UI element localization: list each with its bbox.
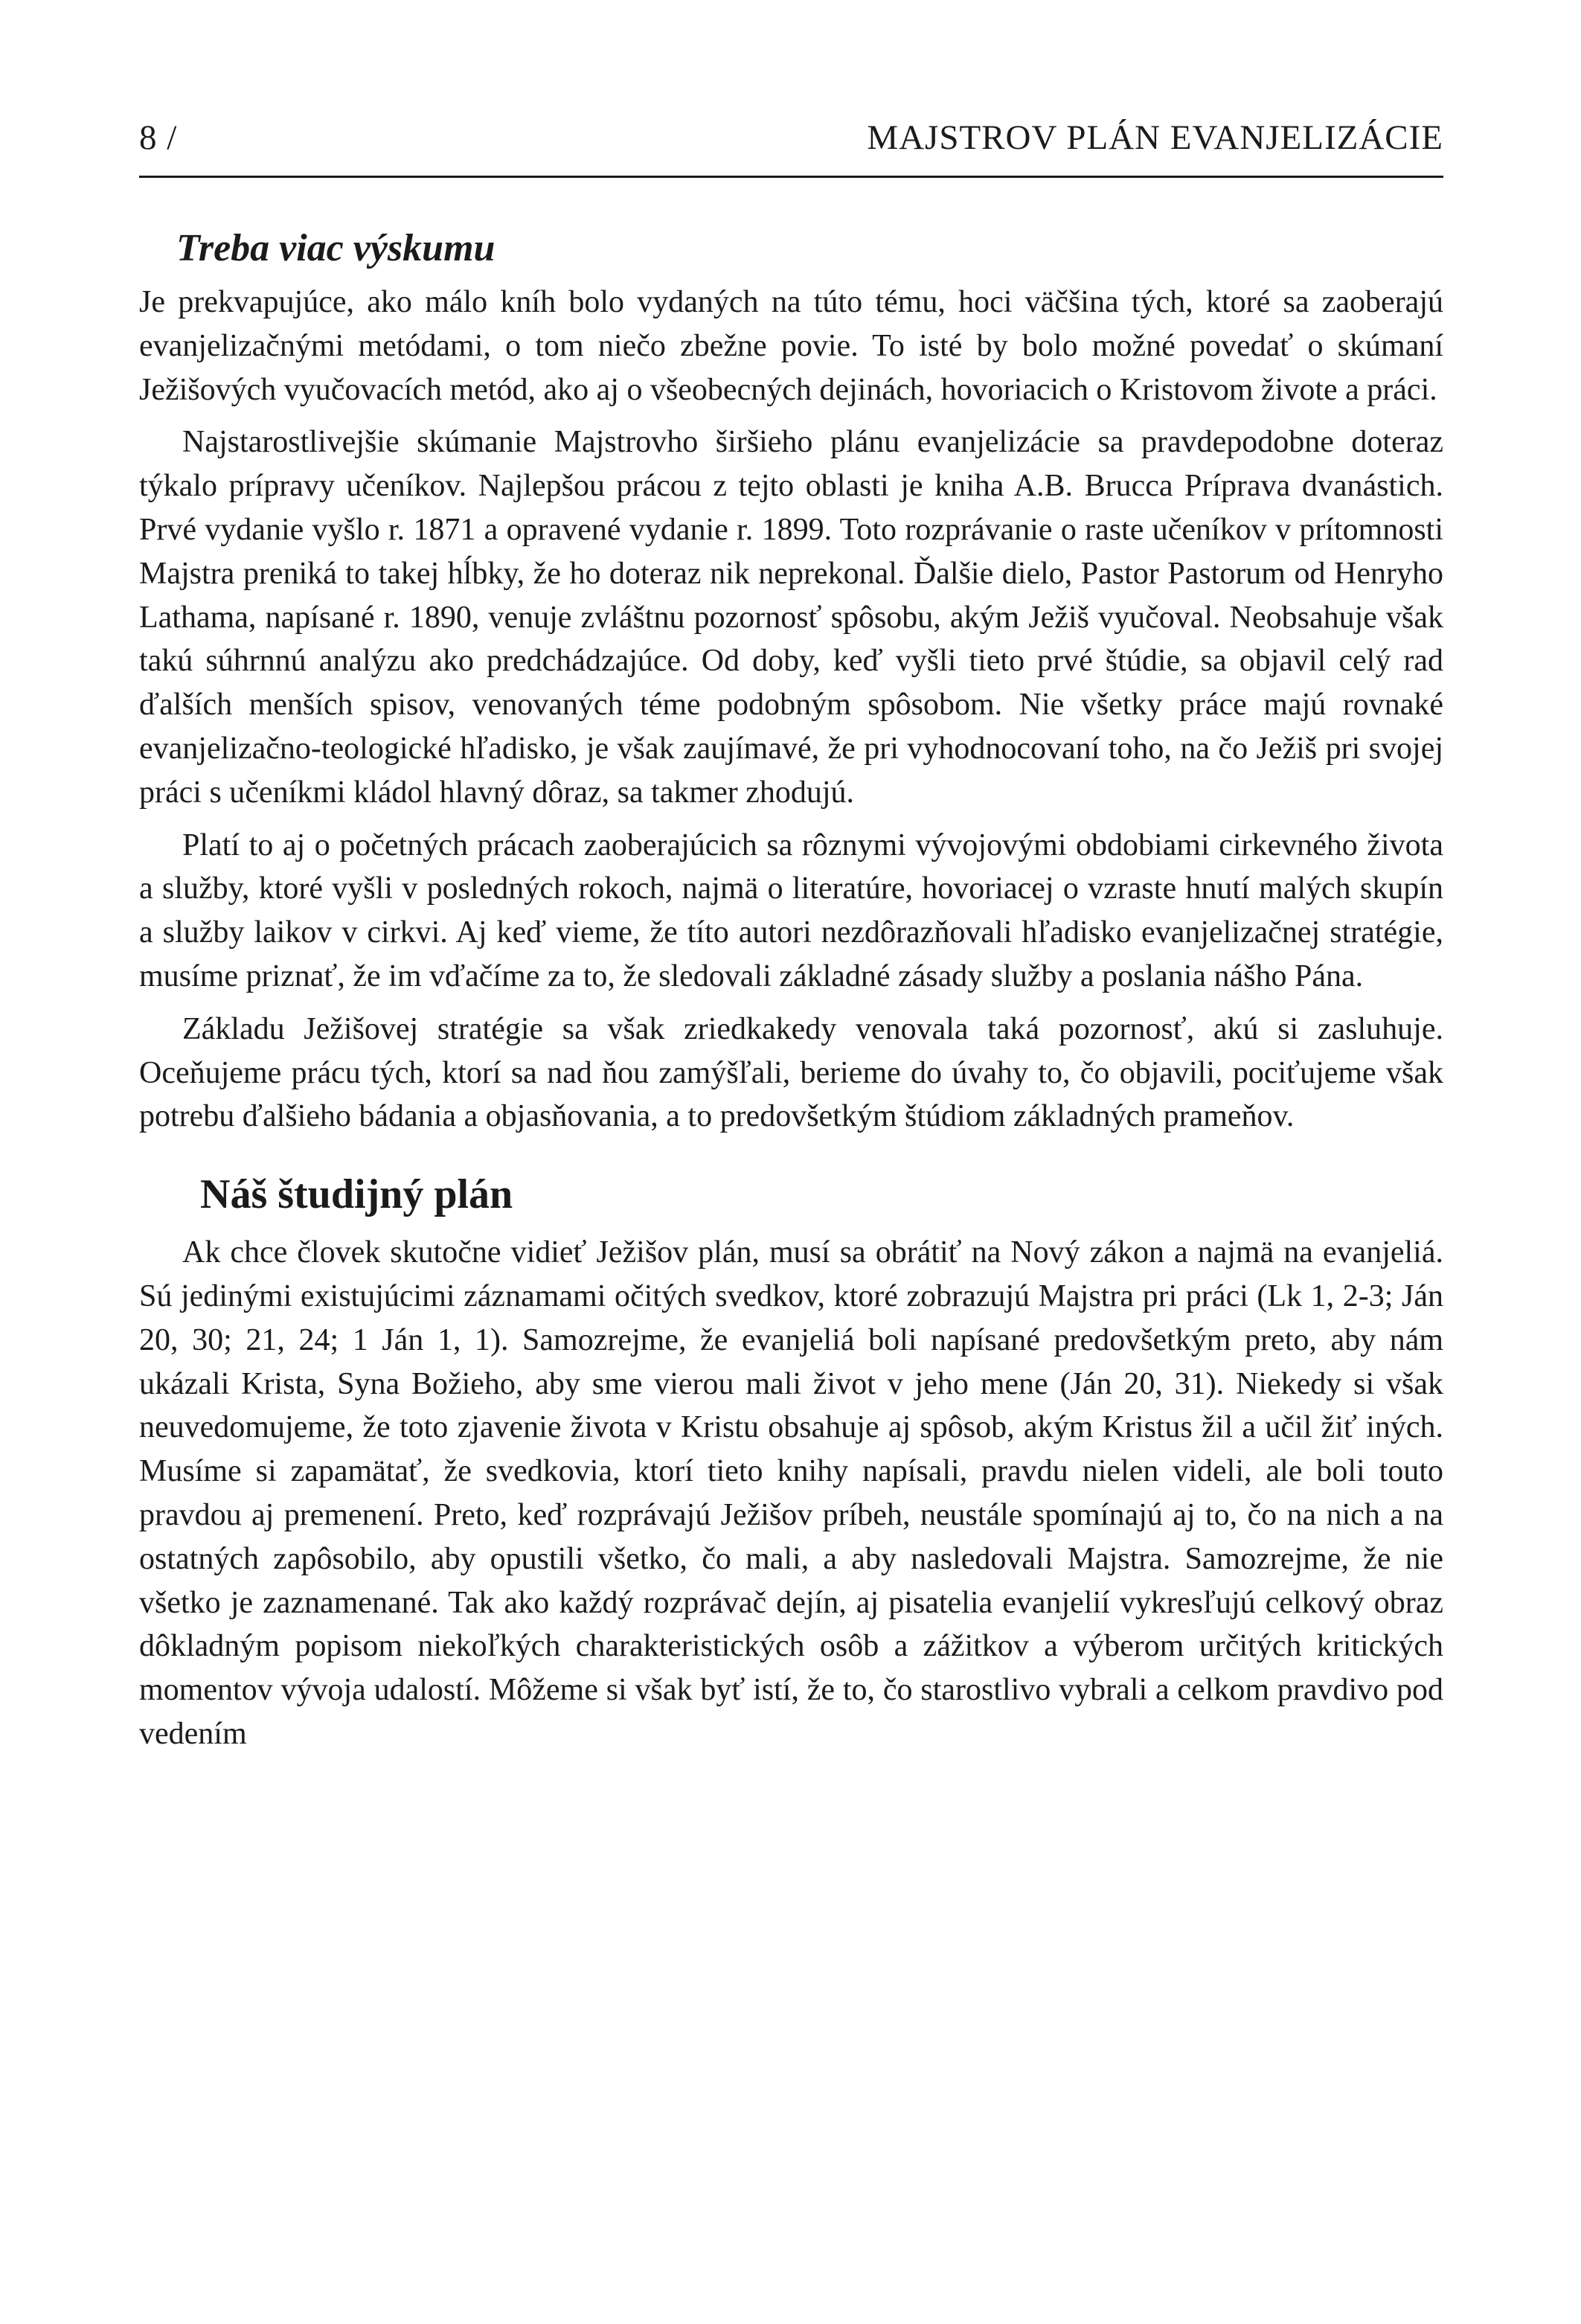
section-heading-study-plan: Náš študijný plán xyxy=(200,1171,513,1218)
book-title: MAJSTROV PLÁN EVANJELIZÁCIE xyxy=(867,118,1443,157)
book-page xyxy=(139,112,1443,1756)
header-rule xyxy=(139,176,1443,178)
paragraph: Ak chce človek skutočne vidieť Ježišov plán, musí sa obrátiť na Nový zákon a najmä na evanjeliá. Sú jedinými existujúcimi záznamami očitých svedkov, ktoré zobrazujú Majstra pri práci (Lk 1, 2-3; Ján 20, 30; 21, 24; 1 Ján 1, 1). Samozrejme, že evanjeliá boli napísané predovšetkým preto, aby nám ukázali Krista, Syna Božieho, aby sme vierou mali život v jeho mene (Ján 20, 31). Niekedy si však neuvedomujeme, že toto zjavenie života v Kristu obsahuje aj spôsob, akým Kristus žil a učil žiť iných. Musíme si zapamätať, že svedkovia, ktorí tieto knihy napísali, pravdu nielen videli, ale boli touto pravdou aj premenení. Preto, keď rozprávajú Ježišov príbeh, neustále spomínajú aj to, čo na nich a na ostatných zapôsobilo, aby opustili všetko, čo mali, a aby nasledovali Majstra. Samozrejme, že nie všetko je zaznamenané. Tak ako každý rozprávač dejín, aj pisatelia evanjelií vykresľujú celkový obraz dôkladným popisom niekoľkých charakteristických osôb a zážitkov a výberom určitých kritických momentov vývoja udalostí. Môžeme si však byť istí, že to, čo starostlivo vybrali a celkom pravdivo pod vedením xyxy=(139,1235,1443,1751)
page-number: 8 / xyxy=(139,118,178,157)
paragraph: Je prekvapujúce, ako málo kníh bolo vydaných na túto tému, hoci väčšina tých, ktoré sa zaoberajú evanjelizačnými metódami, o tom niečo zbežne povie. To isté by bolo možné povedať o skúmaní Ježišových vyučovacích metód, ako aj o všeobecných dejinách, hovoriacich o Kristovom živote a práci. xyxy=(139,285,1443,407)
paragraph: Platí to aj o početných prácach zaoberajúcich sa rôznymi vývojovými obdobiami cirkevného života a služby, ktoré vyšli v posledných rokoch, najmä o literatúre, hovoriacej o vzraste hnutí malých skupín a služby laikov v cirkvi. Aj keď vieme, že títo autori nezdôrazňovali hľadisko evanjelizačnej stratégie, musíme priznať, že im vďačíme za to, že sledovali základné zásady služby a poslania nášho Pána. xyxy=(139,828,1443,993)
paragraph: Základu Ježišovej stratégie sa však zriedkakedy venovala taká pozornosť, akú si zasluhuje. Oceňujeme prácu tých, ktorí sa nad ňou zamýšľali, berieme do úvahy to, čo objavili, pociťujeme však potrebu ďalšieho bádania a objasňovania, a to predovšetkým štúdiom základných prameňov. xyxy=(139,1011,1443,1134)
running-head xyxy=(139,112,1443,164)
section-heading-more-research: Treba viac výskumu xyxy=(176,227,496,269)
paragraph: Najstarostlivejšie skúmanie Majstrovho širšieho plánu evanjelizácie sa pravdepodobne doteraz týkalo prípravy učeníkov. Najlepšou prácou z tejto oblasti je kniha A.B. Brucca Príprava dvanástich. Prvé vydanie vyšlo r. 1871 a opravené vydanie r. 1899. Toto rozprávanie o raste učeníkov v prítomnosti Majstra preniká to takej hĺbky, že ho doteraz nik neprekonal. Ďalšie dielo, Pastor Pastorum od Henryho Lathama, napísané r. 1890, venuje zvláštnu pozornosť spôsobu, akým Ježiš vyučoval. Neobsahuje však takú súhrnnú analýzu ako predchádzajúce. Od doby, keď vyšli tieto prvé štúdie, sa objavil celý rad ďalších menších spisov, venovaných téme podobným spôsobom. Nie všetky práce majú rovnaké evanjelizačno-teologické hľadisko, je však zaujímavé, že pri vyhodnocovaní toho, na čo Ježiš pri svojej práci s učeníkmi kládol hlavný dôraz, sa takmer zhodujú. xyxy=(139,425,1443,810)
